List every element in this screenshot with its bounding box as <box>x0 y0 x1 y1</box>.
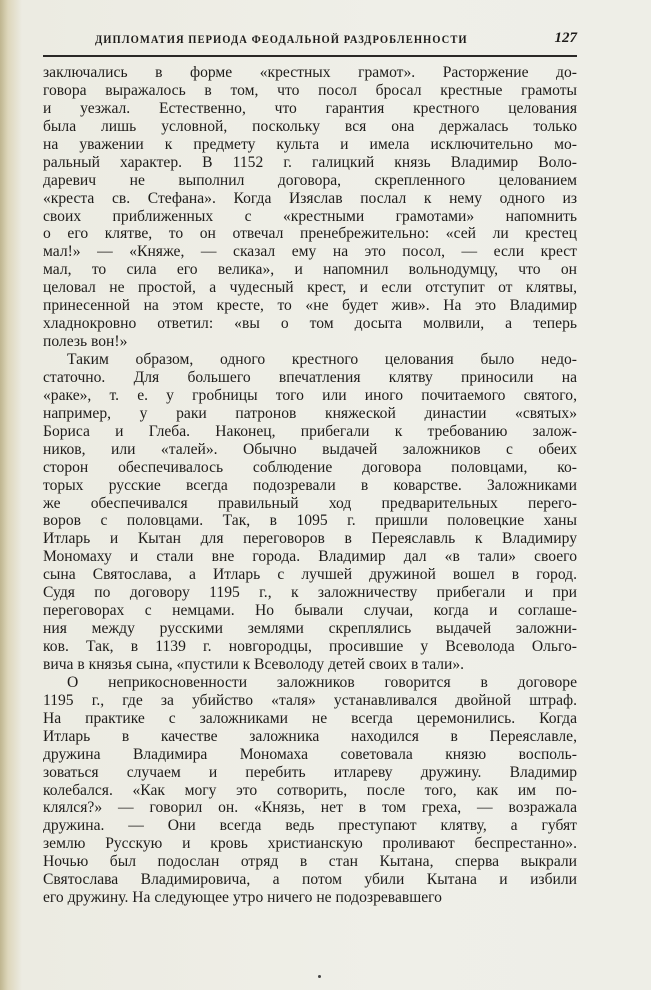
text-line: его дружину. На следующее утро ничего не подозревавшего <box>43 889 442 907</box>
text-line: сына Святослава, а Итларь с лучшей дружиной вошел в город. <box>43 566 577 584</box>
text-line: «креста св. Стефана». Когда Изяслав послал к нему одного из <box>43 189 577 207</box>
text-line: вича в князья сына, «пустили к Всеволоду детей своих в тали». <box>43 655 465 673</box>
text-line: Таким образом, одного крестного целования было недо- <box>67 351 577 368</box>
text-line: Ночью был подослан отряд в стан Кытана, сперва выкрали <box>43 853 577 871</box>
text-line: землю Русскую и кровь христианскую проливают беспрестанно». <box>43 835 577 853</box>
header-rule <box>43 55 577 57</box>
text-line: сторон обеспечивалось соблюдение договора половцами, ко- <box>43 458 577 476</box>
text-line: Святослава Владимировича, а потом убили Кытана и избили <box>43 871 577 889</box>
text-line: зоваться случаем и перебить итлареву дружину. Владимир <box>43 763 577 781</box>
text-line: принесенной на этом кресте, то «не будет жив». На это Владимир <box>43 297 577 315</box>
text-line: дружина. — Они всегда ведь преступают клятву, а губят <box>43 817 577 835</box>
text-line: 1195 г., где за убийство «таля» устанавливался двойной штраф. <box>43 691 577 709</box>
text-line: ков. Так, в 1139 г. новгородцы, просившие у Всеволода Ольго- <box>43 638 577 655</box>
page-header <box>43 30 577 50</box>
text-line: о его клятве, то он отвечал пренебрежительно: «сей ли крестец <box>43 225 577 243</box>
text-line: целовал не простой, а чудесный крест, и если отступит от клятвы, <box>43 279 577 297</box>
text-line: дружина Владимира Мономаха советовала князю восполь- <box>43 745 577 763</box>
text-line: торых русские всегда подозревали в коварстве. Заложниками <box>43 476 577 494</box>
text-line: Судя по договору 1195 г., к заложничеству прибегали и при <box>43 584 577 602</box>
text-line: Итларь и Кытан для переговоров в Переяславль к Владимиру <box>43 530 577 548</box>
text-line: клялся?» — говорил он. «Князь, нет в том греха, — возражала <box>43 799 577 817</box>
text-line: Мономаху и стали вне города. Владимир дал «в тали» своего <box>43 548 577 566</box>
text-line: мал, то сила его велика», и напомнил вольнодумцу, что он <box>43 261 577 279</box>
text-line: мал!» — «Княже, — сказал ему на это посол, — если крест <box>43 243 577 261</box>
text-line: колебался. «Как могу это сотворить, после того, как им по- <box>43 781 577 799</box>
text-line: ральный характер. В 1152 г. галицкий князь Владимир Воло- <box>43 153 577 171</box>
page-number: 127 <box>554 30 577 46</box>
text-line: хладнокровно ответил: «вы о том досыта молвили, а теперь <box>43 315 577 333</box>
text-line: На практике с заложниками не всегда церемонились. Когда <box>43 709 577 727</box>
text-line: ников, или «талей». Обычно выдачей заложников с обеих <box>43 440 577 458</box>
text-line: воров с половцами. Так, в 1095 г. пришли половецкие ханы <box>43 512 577 530</box>
text-line: своих приближенных с «крестными грамотами» напомнить <box>43 207 577 225</box>
text-line: говора выражалось в том, что посол бросал крестные грамоты <box>43 81 577 99</box>
text-line: Итларь в качестве заложника находился в Переяславле, <box>43 727 577 745</box>
specks <box>318 975 321 978</box>
text-line: и уезжал. Естественно, что гарантия крестного целования <box>43 99 577 117</box>
text-line: переговорах с немцами. Но бывали случаи, когда и соглаше- <box>43 602 577 620</box>
text-line: ния между русскими землями скреплялись выдачей заложни- <box>43 620 577 638</box>
text-line: даревич не выполнил договора, скрепленного целованием <box>43 171 577 189</box>
text-line: же обеспечивался правильный ход предварительных перего- <box>43 494 577 512</box>
text-line: заключались в форме «крестных грамот». Расторжение до- <box>43 64 577 81</box>
text-line: О неприкосновенности заложников говорится в договоре <box>67 673 577 691</box>
text-line: например, у раки патронов княжеской династии «святых» <box>43 404 577 422</box>
text-line: на уважении к предмету культа и имела исключительно мо- <box>43 135 577 153</box>
paragraph <box>43 64 577 351</box>
paragraph <box>43 674 577 907</box>
text-line: была лишь условной, поскольку вся она держалась только <box>43 117 577 135</box>
body-text <box>43 64 577 907</box>
running-title: ДИПЛОМАТИЯ ПЕРИОДА ФЕОДАЛЬНОЙ РАЗДРОБЛЕННОСТИ <box>95 34 468 46</box>
paragraph <box>43 351 577 674</box>
text-line: статочно. Для большего впечатления клятву приносили на <box>43 368 577 386</box>
text-line: полезь вон!» <box>43 333 128 351</box>
text-line: Бориса и Глеба. Наконец, прибегали к требованию залож- <box>43 422 577 440</box>
text-line: «раке», т. е. у гробницы того или иного почитаемого святого, <box>43 386 577 404</box>
